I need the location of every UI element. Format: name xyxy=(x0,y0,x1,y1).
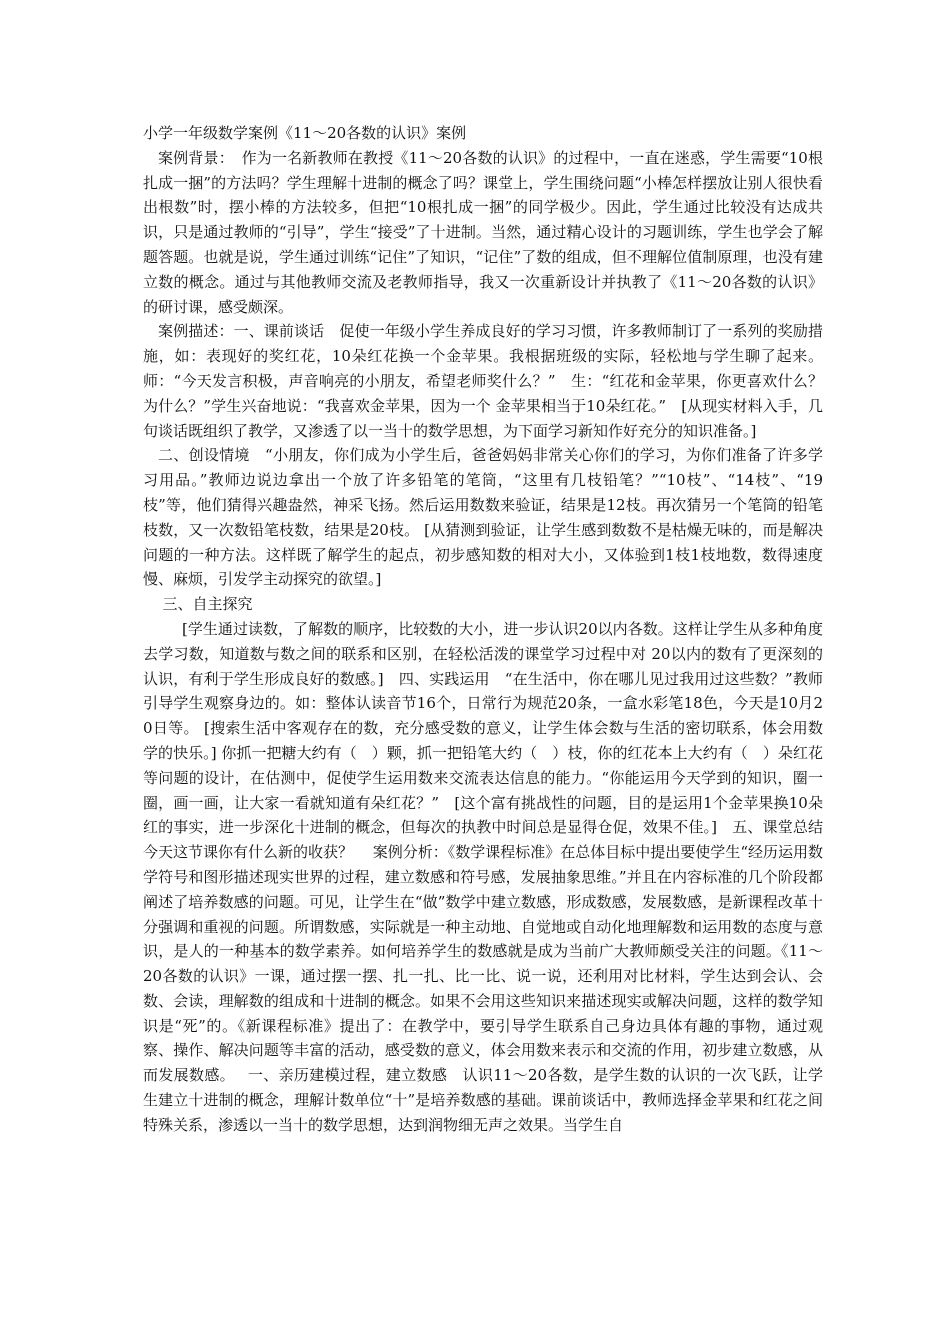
document-page xyxy=(143,121,839,1138)
document-title: 小学一年级数学案例《11～20各数的认识》案例 xyxy=(143,124,467,142)
paragraph-description: 案例描述：一、课前谈话 促使一年级小学生养成良好的学习习惯，许多教师制订了一系列的奖励措施，如：表现好的奖红花，10朵红花换一个金苹果。我根据班级的实际，轻松地与学生聊了起来。师：“今天发言积极，声音响亮的小朋友，希望老师奖什么？” 生：“红花和金苹果，你更喜欢什么？为什么？”学生兴奋地说：“我喜欢金苹果，因为一个 金苹果相当于10朵红花。” [从现实材料入手，几句谈话既组织了教学，又渗透了以一当十的数学思想，为下面学习新知作好充分的知识准备。] xyxy=(143,322,823,440)
paragraph-situation: 二、创设情境 “小朋友，你们成为小学生后，爸爸妈妈非常关心你们的学习，为你们准备了许多学习用品。”教师边说边拿出一个放了许多铅笔的笔筒，“这里有几枝铅笔？”“10枝”、“14枝”、“19枝”等，他们猜得兴趣盎然，神采飞扬。然后运用数数来验证，结果是12枝。再次猜另一个笔筒的铅笔枝数，又一次数铅笔枝数，结果是20枝。 [从猜测到验证，让学生感到数数不是枯燥无味的，而是解决问题的一种方法。这样既了解学生的起点，初步感知数的相对大小，又体验到1枝1枝地数，数得速度慢、麻烦，引发学主动探究的欲望。] xyxy=(143,446,823,589)
paragraph-analysis: [学生通过读数，了解数的顺序，比较数的大小，进一步认识20以内各数。这样让学生从多种角度去学习数，知道数与数之间的联系和区别，在轻松活泼的课堂学习过程中对 20以内的数有了更深刻的认识，有利于学生形成良好的数感。] 四、实践运用 “在生活中，你在哪儿见过我用过这些数？”教师引导学生观察身边的。如：整体认读音节16个，日常行为规范20条，一盒水彩笔18色，今天是10月20日等。 [搜索生活中客观存在的数，充分感受数的意义，让学生体会数与生活的密切联系，体会用数学的快乐。] 你抓一把糖大约有（ ）颗，抓一把铅笔大约（ ）枝，你的红花本上大约有（ ）朵红花等问题的设计，在估测中，促使学生运用数来交流表达信息的能力。“你能运用今天学到的知识，圈一圈，画一画，让大家一看就知道有朵红花？” [这个富有挑战性的问题，目的是运用1个金苹果换10朵红的事实，进一步深化十进制的概念，但每次的执教中时间总是显得仓促，效果不佳。] 五、课堂总结 今天这节课你有什么新的收获？ 案例分析：《数学课程标准》在总体目标中提出要使学生“经历运用数学符号和图形描述现实世界的过程，建立数感和符号感，发展抽象思维。”并且在内容标准的几个阶段都阐述了培养数感的问题。可见，让学生在“做”数学中建立数感，形成数感，发展数感，是新课程改革十分强调和重视的问题。所谓数感，实际就是一种主动地、自觉地或自动化地理解数和运用数的态度与意识，是人的一种基本的数学素养。如何培养学生的数感就是成为当前广大教师颇受关注的问题。《11～20各数的认识》一课，通过摆一摆、扎一扎、比一比、说一说，还利用对比材料，学生达到会认、会数、会读，理解数的组成和十进制的概念。如果不会用这些知识来描述现实或解决问题，这样的数学知识是“死”的。《新课程标准》提出了：在教学中，要引导学生联系自己身边具体有趣的事物，通过观察、操作、解决问题等丰富的活动，感受数的意义，体会用数来表示和交流的作用，初步建立数感，从而发展数感。 一、亲历建模过程，建立数感 认识11～20各数，是学生数的认识的一次飞跃，让学生建立十进制的概念，理解计数单位“十”是培养数感的基础。课前谈话中，教师选择金苹果和红花之间特殊关系，渗透以一当十的数学思想，达到润物细无声之效果。当学生自 xyxy=(143,619,839,1134)
paragraph-background: 案例背景： 作为一名新教师在教授《11～20各数的认识》的过程中，一直在迷惑，学生需要“10根扎成一捆”的方法吗？学生理解十进制的概念了吗？课堂上，学生围绕问题“小棒怎样摆放让别人很快看出根数”时，摆小棒的方法较多，但把“10根扎成一捆”的同学极少。因此，学生通过比较没有达成共识，只是通过教师的“引导”，学生“接受”了十进制。当然，通过精心设计的习题训练，学生也学会了解题答题。也就是说，学生通过训练“记住”了知识，“记住”了数的组成，但不理解位值制原理，也没有建立数的概念。通过与其他教师交流及老教师指导，我又一次重新设计并执教了《11～20各数的认识》的研讨课，感受颇深。 xyxy=(143,148,823,316)
paragraph-heading-explore: 三、自主探究 xyxy=(162,595,253,614)
